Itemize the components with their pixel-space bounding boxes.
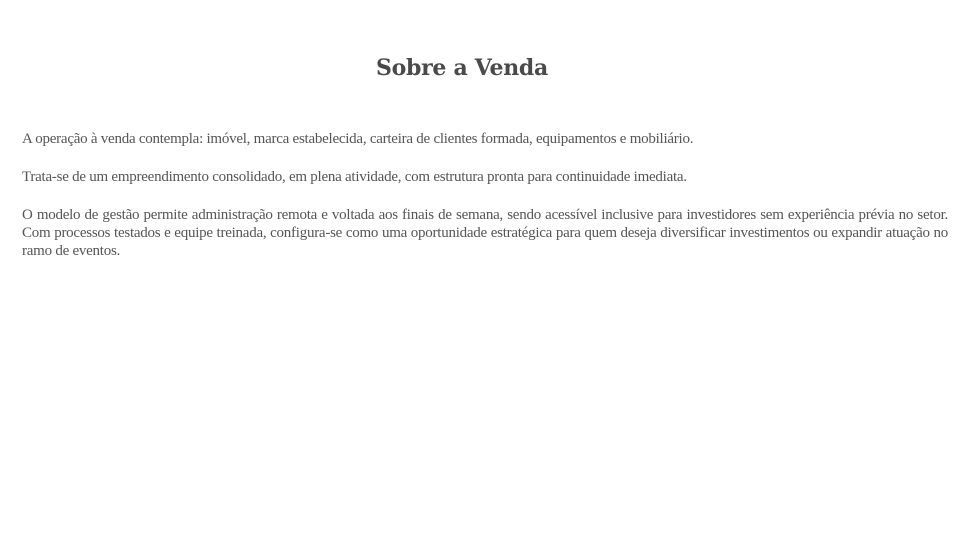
paragraph-included-items: A operação à venda contempla: imóvel, marca estabelecida, carteira de clientes formada, equipamentos e mobiliário. [22, 131, 694, 147]
paragraph-management-model: O modelo de gestão permite administração remota e voltada aos finais de semana, sendo acessível inclusive para investidores sem experiência prévia no setor. Com processos testados e equipe treinada, configura-se como uma oportunidade estratégica para quem deseja diversificar investimentos ou expandir atuação no ramo de eventos. [22, 207, 948, 259]
paragraph-business-status: Trata-se de um empreendimento consolidado, em plena atividade, com estrutura pronta para continuidade imediata. [22, 169, 687, 185]
section-title: Sobre a Venda [376, 55, 548, 81]
section-content [22, 130, 948, 260]
